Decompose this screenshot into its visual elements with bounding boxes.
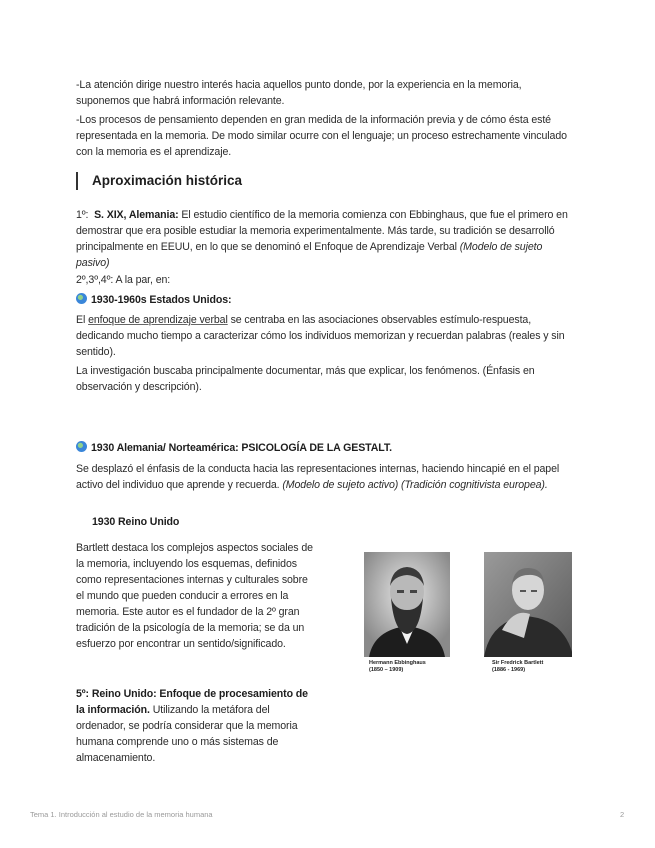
first-italic: (Modelo de sujeto pasivo)	[76, 241, 543, 269]
fifth-period-paragraph	[76, 686, 318, 766]
bartlett-caption	[492, 660, 543, 674]
section-heading: Aproximación histórica	[92, 173, 243, 188]
gestalt-paragraph	[76, 461, 576, 493]
usa-heading: 1930-1960s Estados Unidos:	[91, 294, 232, 306]
uk-heading: 1930 Reino Unido	[92, 516, 180, 528]
gestalt-heading-line	[76, 440, 576, 456]
usa-paragraph-2: La investigación buscaba principalmente documentar, más que explicar, los fenómenos. (Énfasis en observación y descripción).	[76, 365, 535, 393]
globe-icon	[76, 293, 87, 304]
next-periods: 2º,3º,4º: A la par, en:	[76, 274, 171, 286]
footer-title: Tema 1. Introducción al estudio de la memoria humana	[30, 810, 213, 819]
bartlett-name: Sir Fredrick Bartlett	[492, 660, 544, 666]
ebbinghaus-name: Hermann Ebbinghaus	[369, 660, 426, 666]
bartlett-photo	[484, 552, 572, 657]
gestalt-heading: 1930 Alemania/ Norteamérica: PSICOLOGÍA DE LA GESTALT.	[91, 442, 392, 454]
first-text: El estudio científico de la memoria comienza con Ebbinghaus, que fue el primero en demostrar que era posible estudiar la memoria experimentalmente. Más tarde, su tradición se desarrolló principalmente en EEUU, en lo que se denominó el Enfoque de Aprendizaje Verbal	[76, 209, 568, 253]
page-number: 2	[620, 810, 625, 819]
intro-paragraph-1: -La atención dirige nuestro interés hacia aquellos punto donde, por la experiencia en la memoria, suponemos que habrá información relevante.	[76, 79, 522, 107]
verbal-learning-link[interactable]: enfoque de aprendizaje verbal	[88, 314, 228, 326]
first-label: S. XIX, Alemania:	[94, 209, 179, 221]
fifth-text: Utilizando la metáfora del ordenador, se podría considerar que la memoria humana comprende uno o más sistemas de almacenamiento.	[76, 704, 298, 764]
usa-text: se centraba en las asociaciones observables estímulo-respuesta, dedicando mucho tiempo a caracterizar cómo los individuos memorizan y recuerdan palabras (reales y sin sentido).	[76, 314, 565, 358]
gestalt-italic: (Modelo de sujeto activo) (Tradición cognitivista europea).	[282, 479, 548, 491]
first-number: 1º:	[76, 209, 89, 221]
first-period-paragraph	[76, 207, 576, 271]
heading-bar	[76, 172, 78, 190]
usa-pre: El	[76, 314, 86, 326]
ebbinghaus-photo	[364, 552, 450, 657]
uk-paragraph: Bartlett destaca los complejos aspectos sociales de la memoria, incluyendo los esquemas, definidos como representaciones internas y culturales sobre el mundo que pueden conducir a errores en la memoria. Este autor es el fundador de la 2º gran tradición de la psicología de la memoria; se da un esfuerzo por encontrar un sentido/significado.	[76, 542, 313, 650]
intro-paragraph-2: -Los procesos de pensamiento dependen en gran medida de la información previa y de cómo ésta esté representada en la memoria. De modo similar ocurre con el lenguaje; un proceso estrechamente vinculado con la memoria es el aprendizaje.	[76, 114, 567, 158]
globe-icon	[76, 441, 87, 452]
ebbinghaus-caption	[369, 660, 426, 674]
ebbinghaus-years: (1850 – 1909)	[369, 667, 404, 673]
usa-paragraph	[76, 312, 576, 360]
usa-heading-line	[76, 292, 576, 308]
gestalt-text: Se desplazó el énfasis de la conducta hacia las representaciones internas, haciendo hincapié en el papel activo del individuo que aprende y recuerda.	[76, 463, 560, 491]
fifth-label: 5º: Reino Unido: Enfoque de procesamiento de la información.	[76, 688, 308, 716]
bartlett-years: (1886 - 1969)	[492, 667, 526, 673]
